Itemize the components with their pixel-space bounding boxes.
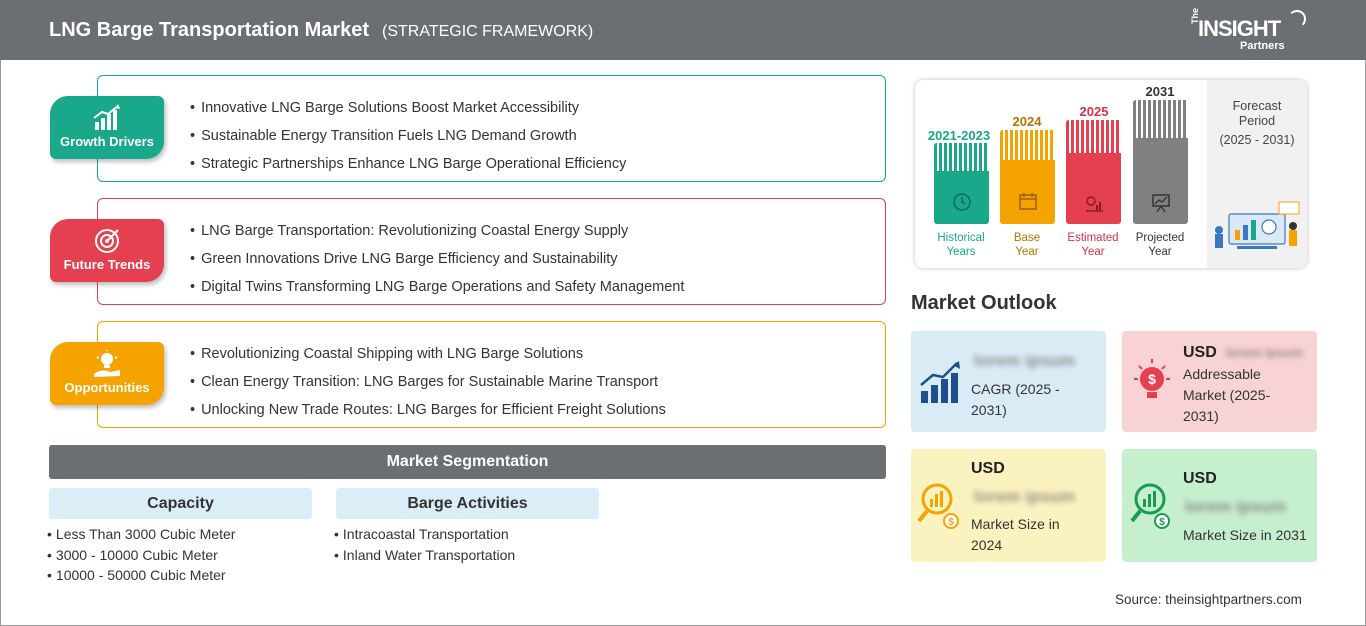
size-2024-currency: USD — [971, 460, 1005, 477]
forecast-range: (2025 - 2031) — [1219, 133, 1295, 147]
market-outlook-title: Market Outlook — [911, 292, 1057, 314]
bar-historical — [934, 143, 989, 224]
list-item: • Less Than 3000 Cubic Meter — [47, 524, 235, 545]
bar-caption-historical-years: Years — [946, 246, 976, 258]
addressable-label: Addressable Market (2025-2031) — [1183, 366, 1271, 424]
svg-text:$: $ — [1148, 371, 1156, 387]
size-2031-label: Market Size in 2031 — [1183, 527, 1307, 543]
timeline-panel — [915, 80, 1307, 268]
logo-partners: Partners — [1240, 40, 1285, 52]
bar-projected — [1133, 100, 1188, 224]
lightbulb-hand-icon — [50, 350, 164, 378]
forecast-label: Forecast — [1232, 99, 1282, 113]
size-2024-label: Market Size in 2024 — [971, 516, 1060, 553]
bar-year-estimated: 2025 — [1079, 104, 1109, 119]
list-item: • Sustainable Energy Transition Fuels LNG Demand Growth — [190, 122, 626, 150]
bar-year-base: 2024 — [1012, 114, 1042, 129]
dollar-magnifier-icon — [917, 481, 961, 531]
growth-drivers-card — [97, 75, 886, 182]
list-item: • Digital Twins Transforming LNG Barge Operations and Safety Management — [190, 273, 684, 301]
analytics-illustration-icon — [1207, 200, 1307, 256]
capacity-list — [47, 524, 235, 586]
list-item: • Intracoastal Transportation — [334, 524, 515, 545]
list-item: • Clean Energy Transition: LNG Barges for Sustainable Marine Transport — [190, 368, 666, 396]
capacity-heading: Capacity — [49, 488, 312, 519]
calendar-icon — [1017, 190, 1039, 212]
bar-year-projected: 2031 — [1145, 84, 1175, 99]
growth-drivers-badge — [50, 96, 164, 159]
list-item: • 3000 - 10000 Cubic Meter — [47, 545, 235, 566]
opportunities-label: Opportunities — [64, 380, 150, 395]
future-trends-badge — [50, 219, 164, 282]
bar-caption-projected: Projected — [1135, 232, 1185, 244]
source-credit: Source: theinsightpartners.com — [1115, 592, 1302, 607]
growth-drivers-list — [190, 94, 626, 178]
outlook-card-size-2031 — [1122, 449, 1317, 562]
bar-caption-projected-year: Year — [1148, 246, 1172, 258]
page-subtitle: (STRATEGIC FRAMEWORK) — [382, 23, 594, 40]
addressable-value-redacted: lorem ipsum — [1226, 345, 1304, 360]
bar-base — [1000, 130, 1055, 224]
barge-activities-heading: Barge Activities — [336, 488, 599, 519]
list-item: • Innovative LNG Barge Solutions Boost Market Accessibility — [190, 94, 626, 122]
bar-caption-estimated: Estimated — [1067, 232, 1119, 244]
logo-arc-icon — [1288, 10, 1306, 28]
addressable-currency: USD — [1183, 344, 1217, 361]
growth-chart-icon — [50, 104, 164, 132]
opportunities-list — [190, 340, 666, 424]
svg-text:$: $ — [948, 517, 954, 528]
bar-estimated — [1066, 120, 1121, 224]
bar-growth-icon — [919, 359, 963, 409]
outlook-card-addressable — [1122, 331, 1317, 432]
segmentation-title: Market Segmentation — [49, 445, 886, 479]
target-icon — [50, 227, 164, 255]
forecast-period-label: Period — [1238, 114, 1276, 128]
cagr-label: CAGR (2025 - 2031) — [971, 381, 1060, 418]
logo-insight: INSIGHT — [1198, 16, 1281, 41]
header-bar — [0, 0, 1366, 60]
list-item: • Strategic Partnerships Enhance LNG Barge Operational Efficiency — [190, 150, 626, 178]
bar-caption-base: Base — [1013, 232, 1041, 244]
presentation-icon — [1150, 192, 1172, 214]
opportunities-card — [97, 321, 886, 428]
future-trends-card — [97, 198, 886, 305]
barge-activities-list — [334, 524, 515, 565]
list-item: • LNG Barge Transportation: Revolutionizing Coastal Energy Supply — [190, 217, 684, 245]
insight-partners-logo[interactable] — [1190, 7, 1310, 54]
list-item: • Inland Water Transportation — [334, 545, 515, 566]
bar-caption-estimated-year: Year — [1081, 246, 1105, 258]
outlook-card-cagr — [911, 331, 1106, 432]
dollar-growth-icon — [1128, 481, 1172, 531]
list-item: • Unlocking New Trade Routes: LNG Barges for Efficient Freight Solutions — [190, 396, 666, 424]
bar-caption-base-year: Year — [1015, 246, 1039, 258]
list-item: • 10000 - 50000 Cubic Meter — [47, 565, 235, 586]
logo-the: The — [1190, 7, 1200, 24]
opportunities-badge — [50, 342, 164, 405]
size-2024-value-redacted: lorem ipsum — [974, 487, 1076, 506]
outlook-card-size-2024 — [911, 449, 1106, 562]
list-item: • Green Innovations Drive LNG Barge Efficiency and Sustainability — [190, 245, 684, 273]
size-2031-currency: USD — [1183, 470, 1217, 487]
future-trends-label: Future Trends — [63, 257, 151, 272]
dollar-bulb-icon — [1130, 357, 1174, 407]
future-trends-list — [190, 217, 684, 301]
cagr-value-redacted: lorem ipsum — [974, 351, 1076, 370]
bar-year-historical: 2021-2023 — [927, 128, 991, 143]
list-item: • Revolutionizing Coastal Shipping with LNG Barge Solutions — [190, 340, 666, 368]
size-2031-value-redacted: lorem ipsum — [1185, 497, 1287, 516]
gear-chart-icon — [1083, 192, 1105, 214]
history-icon — [951, 191, 973, 213]
growth-drivers-label: Growth Drivers — [60, 134, 154, 149]
page-title: LNG Barge Transportation Market — [49, 19, 370, 41]
svg-text:$: $ — [1159, 517, 1165, 528]
bar-caption-historical: Historical — [937, 232, 985, 244]
forecast-panel — [1207, 80, 1307, 268]
